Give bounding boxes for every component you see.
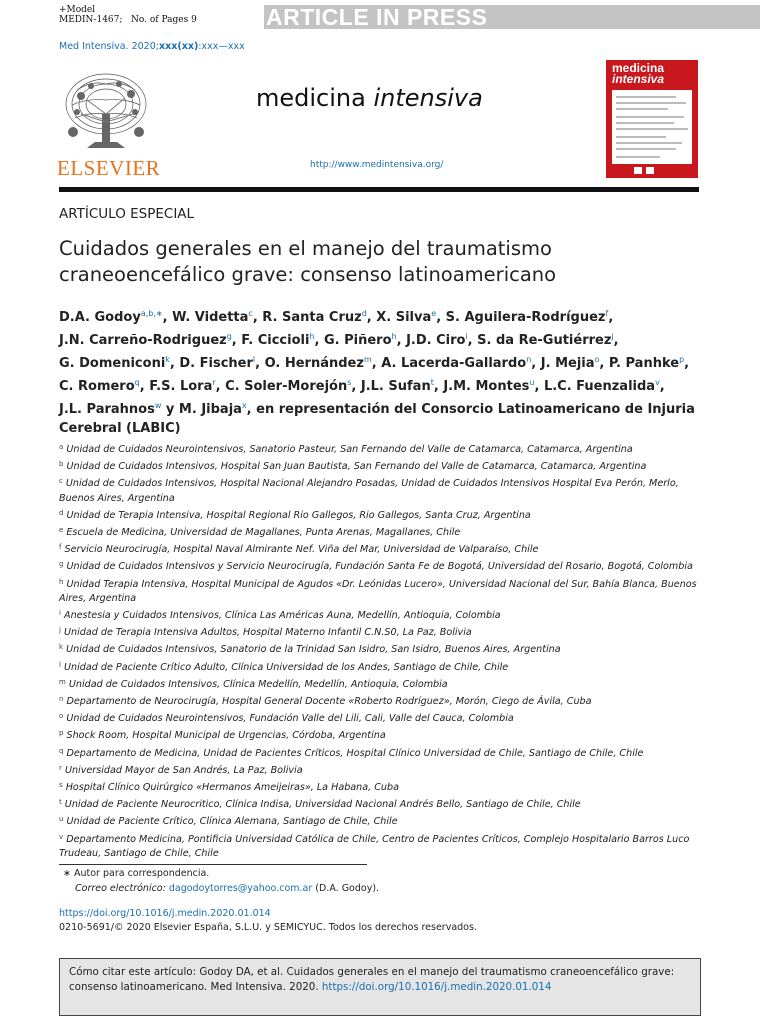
affiliation-key: v	[59, 832, 64, 841]
cover-logo-mark	[634, 167, 642, 174]
author-name: G. Domeniconi$^k$	[59, 355, 170, 371]
author-name: F.S. Lora$^r$	[149, 378, 216, 394]
affiliation-marker[interactable]: j	[611, 332, 614, 341]
affiliation-key: f	[59, 543, 62, 552]
affiliation-text: Unidad de Cuidados Intensivos, Sanatorio de la Trinidad San Isidro, San Isidro, Buenos Aires, Argentina	[63, 644, 561, 656]
affiliation-marker[interactable]: n	[526, 355, 532, 364]
footnote-label: Autor para correspondencia.	[74, 868, 210, 879]
author-list: D.A. Godoy$^{a,b,∗}$, W. Videtta$^c$, R. Santa Cruz$^d$, X. Silva$^e$, S. Aguilera-Rodríguez$^f$, J.N. Carreño-Rodriguez$^g$, F. Ciccioli$^h$, G. Piñero$^h$, J.D. Ciro$^i$, S. da Re-Gutiérrez$^j$, G. Domeniconi$^k$, D. Fischer$^l$, O. Hernández$^m$, A. Lacerda-Gallardo$^n$, J. Mejia$^o$, P. Panhke$^p$, C. Romero$^q$, F.S. Lora$^r$, C. Soler-Morejón$^s$, J.L. Sufan$^t$, J.M. Montes$^u$, L.C. Fuenzalida$^v$, J.L. Parahnos$^w$ y M. Jibaja$^x$, en representación del Consorcio Latinoamericano de Injuria Cerebral (LABIC)	[59, 309, 695, 436]
affiliation-text: Unidad de Cuidados Intensivos y Servicio Neurocirugía, Fundación Santa Fe de Bogotá, Universidad del Rosario, Bogotá, Colombia	[63, 561, 693, 573]
affiliation-marker[interactable]: w	[154, 401, 162, 410]
affiliation-item	[59, 709, 709, 726]
affiliation-key: b	[59, 460, 64, 469]
affiliation-item	[59, 778, 709, 795]
author-name: D.A. Godoy$^{a,b,∗}$	[59, 309, 163, 325]
author-name: J.L. Sufan$^t$	[360, 378, 434, 394]
affiliation-key: n	[59, 695, 64, 704]
affiliation-text: Anestesia y Cuidados Intensivos, Clínica Las Américas Auna, Medellín, Antioquia, Colombia	[60, 610, 501, 622]
manuscript-info	[59, 5, 197, 25]
how-to-cite-box	[59, 958, 701, 1016]
affiliation-marker[interactable]: p	[679, 355, 685, 364]
affiliation-marker[interactable]: u	[529, 378, 535, 387]
affiliation-list	[59, 440, 709, 861]
masthead-rule	[59, 187, 699, 192]
affiliation-text: Departamento de Neurocirugía, Hospital General Docente «Roberto Rodríguez», Morón, Ciego de Ávila, Cuba	[63, 696, 592, 708]
author-name: J.M. Montes$^u$	[443, 378, 535, 394]
affiliation-item	[59, 440, 709, 457]
email-suffix: (D.A. Godoy).	[312, 882, 380, 894]
journal-url-link[interactable]: http://www.medintensiva.org/	[310, 160, 444, 170]
affiliation-item	[59, 606, 709, 623]
author-name: F. Ciccioli$^h$	[241, 332, 315, 348]
footnote-marker: ∗	[63, 868, 71, 879]
running-header	[59, 5, 700, 31]
affiliation-marker[interactable]: f	[605, 309, 609, 318]
affiliation-key: k	[59, 643, 64, 652]
affiliation-text: Unidad de Paciente Crítico Adulto, Clínica Universidad de los Andes, Santiago de Chile, Chile	[60, 661, 509, 673]
affiliation-text: Unidad de Terapia Intensiva Adultos, Hospital Materno Infantil C.N.S0, La Paz, Bolivia	[60, 627, 472, 639]
affiliation-item	[59, 658, 709, 675]
journal-title	[256, 84, 483, 112]
author-name: J.D. Ciro$^i$	[406, 332, 468, 348]
affiliation-marker[interactable]: l	[252, 355, 256, 364]
correspondence-footnote	[59, 867, 379, 896]
affiliation-key: e	[59, 526, 64, 535]
affiliation-text: Unidad de Terapia Intensiva, Hospital Regional Rio Gallegos, Rio Gallegos, Santa Cruz, Argentina	[63, 509, 531, 521]
author-name: M. Jibaja$^x$	[178, 401, 247, 417]
affiliation-text: Universidad Mayor de San Andrés, La Paz, Bolivia	[61, 764, 303, 776]
affiliation-marker[interactable]: v	[655, 378, 660, 387]
affiliation-key: t	[59, 798, 62, 807]
affiliation-text: Unidad de Cuidados Intensivos, Hospital Nacional Alejandro Posadas, Unidad de Cuidados Intensivos Hospital Eva Perón, Merlo, Buenos Aires, Argentina	[59, 478, 679, 504]
affiliation-item	[59, 640, 709, 657]
affiliation-key: d	[59, 508, 64, 517]
citation-prefix: Med Intensiva. 2020;	[59, 41, 159, 52]
journal-title-regular: medicina	[256, 84, 374, 112]
cover-title-line1: medicina	[612, 61, 665, 75]
affiliation-item	[59, 744, 709, 761]
affiliation-item	[59, 726, 709, 743]
model-label: +Model	[59, 5, 96, 15]
affiliation-item	[59, 523, 709, 540]
author-email-link[interactable]: dagodoytorres@yahoo.com.ar	[168, 882, 313, 894]
affiliation-text: Unidad de Paciente Crítico, Clínica Alemana, Santiago de Chile, Chile	[63, 816, 398, 828]
affiliation-text: Escuela de Medicina, Universidad de Magallanes, Punta Arenas, Magallanes, Chile	[63, 527, 461, 539]
author-name: J.L. Parahnos$^w$	[59, 401, 162, 417]
affiliation-key: q	[59, 746, 64, 755]
affiliation-item	[59, 675, 709, 692]
affiliation-marker[interactable]: d	[361, 309, 367, 318]
affiliation-key: i	[59, 609, 61, 618]
cover-contents-page	[612, 90, 692, 164]
author-name: C. Romero$^q$	[59, 378, 140, 394]
author-name: S. da Re-Gutiérrez$^j$	[477, 332, 614, 348]
affiliation-key: o	[59, 712, 64, 721]
article-section-label: ARTÍCULO ESPECIAL	[59, 206, 195, 222]
affiliation-key: h	[59, 577, 64, 586]
affiliation-item	[59, 540, 709, 557]
journal-title-italic: intensiva	[373, 84, 483, 112]
affiliation-text: Departamento de Medicina, Unidad de Pacientes Críticos, Hospital Clínico Universidad de Chile, Santiago de Chile, Chile	[63, 747, 644, 759]
affiliation-key: l	[59, 660, 61, 669]
affiliation-item	[59, 761, 709, 778]
author-name: D. Fischer$^l$	[179, 355, 256, 371]
footnote-rule	[59, 864, 367, 865]
affiliation-marker[interactable]: s	[347, 378, 352, 387]
affiliation-text: Unidad Terapia Intensiva, Hospital Municipal de Agudos «Dr. Leónidas Lucero», Universidad Nacional del Sur, Bahía Blanca, Buenos Aires, Argentina	[59, 578, 697, 604]
affiliation-text: Unidad de Cuidados Intensivos, Hospital San Juan Bautista, San Fernando del Valle de Catamarca, Catamarca, Argentina	[63, 461, 647, 473]
affiliation-marker[interactable]: a,b,∗	[140, 309, 163, 318]
affiliation-marker[interactable]: c	[248, 309, 253, 318]
authors-connector: y	[161, 402, 179, 417]
journal-cover-thumbnail	[606, 60, 698, 178]
affiliation-text: Unidad de Paciente Neurocritico, Clínica Indisa, Universidad Nacional Andrés Bello, Santiago de Chile, Chile	[61, 799, 581, 811]
affiliation-item	[59, 474, 709, 505]
affiliation-text: Unidad de Cuidados Neurointensivos, Fundación Valle del Lili, Cali, Valle del Cauca, Colombia	[63, 713, 514, 725]
page-count: No. of Pages 9	[131, 15, 197, 25]
affiliation-key: m	[59, 677, 66, 686]
affiliation-key: a	[59, 443, 64, 451]
cover-logo-mark	[646, 167, 654, 174]
affiliation-marker[interactable]: h	[309, 332, 315, 341]
affiliation-key: j	[59, 626, 61, 635]
author-name: G. Piñero$^h$	[323, 332, 397, 348]
affiliation-item	[59, 457, 709, 474]
consortium-statement: , en representación del Consorcio Latinoamericano de Injuria Cerebral (LABIC)	[59, 402, 695, 436]
cite-doi-link[interactable]: https://doi.org/10.1016/j.medin.2020.01.014	[321, 981, 552, 993]
elsevier-wordmark: ELSEVIER	[57, 156, 161, 180]
email-label: Correo electrónico:	[75, 882, 166, 894]
author-name: X. Silva$^e$	[376, 309, 437, 325]
affiliation-item	[59, 795, 709, 812]
affiliation-text: Shock Room, Hospital Municipal de Urgencias, Córdoba, Argentina	[63, 730, 386, 742]
author-name: C. Soler-Morejón$^s$	[225, 378, 352, 394]
article-title: Cuidados generales en el manejo del traumatismo craneoencefálico grave: consenso latinoamericano	[59, 237, 557, 286]
doi-link[interactable]: https://doi.org/10.1016/j.medin.2020.01.014	[59, 908, 271, 919]
affiliation-item	[59, 692, 709, 709]
affiliation-key: u	[59, 815, 64, 824]
author-name: J.N. Carreño-Rodriguez$^g$	[59, 332, 232, 348]
author-name: W. Videtta$^c$	[172, 309, 253, 325]
cite-text: Cómo citar este artículo: Godoy DA, et al. Cuidados generales en el manejo del traumatismo craneoencefálico grave: consenso latinoamericano. Med Intensiva. 2020.	[69, 966, 675, 993]
affiliation-text: Hospital Clínico Quirúrgico «Hermanos Ameijeiras», La Habana, Cuba	[62, 782, 399, 794]
affiliation-marker[interactable]: e	[431, 309, 437, 318]
affiliation-marker[interactable]: r	[212, 378, 216, 387]
manuscript-id: MEDIN-1467;	[59, 15, 123, 25]
affiliation-item	[59, 506, 709, 523]
affiliation-key: g	[59, 560, 64, 569]
affiliation-text: Unidad de Cuidados Intensivos, Clínica Medellín, Medellín, Antioquia, Colombia	[65, 678, 448, 690]
affiliation-key: p	[59, 729, 64, 738]
affiliation-marker[interactable]: h	[391, 332, 397, 341]
affiliation-key: r	[59, 763, 62, 772]
affiliation-text: Unidad de Cuidados Neurointensivos, Sanatorio Pasteur, San Fernando del Valle de Catamarca, Catamarca, Argentina	[63, 444, 633, 455]
journal-citation	[59, 41, 245, 52]
affiliation-marker[interactable]: k	[165, 355, 170, 364]
author-name: R. Santa Cruz$^d$	[262, 309, 367, 325]
author-name: A. Lacerda-Gallardo$^n$	[381, 355, 532, 371]
affiliation-item	[59, 575, 709, 606]
affiliation-text: Departamento Medicina, Pontificia Universidad Católica de Chile, Centro de Pacientes Críticos, Complejo Hospitalario Barros Luco Trudeau, Santiago de Chile, Chile	[59, 833, 690, 859]
author-name: O. Hernández$^m$	[264, 355, 372, 371]
affiliation-marker[interactable]: o	[594, 355, 600, 364]
citation-pages: :xxx—xxx	[198, 41, 245, 52]
affiliation-key: s	[59, 781, 63, 790]
affiliation-marker[interactable]: x	[241, 401, 247, 410]
affiliation-item	[59, 623, 709, 640]
author-name: J. Mejia$^o$	[540, 355, 600, 371]
cover-title-line2: intensiva	[612, 72, 665, 86]
author-name: P. Panhke$^p$	[608, 355, 685, 371]
article-in-press-banner: ARTICLE IN PRESS	[264, 5, 760, 29]
affiliation-text: Servicio Neurocirugía, Hospital Naval Almirante Nef. Viña del Mar, Universidad de Valparaíso, Chile	[61, 544, 539, 556]
affiliation-marker[interactable]: g	[226, 332, 232, 341]
copyright-line: 0210-5691/© 2020 Elsevier España, S.L.U. y SEMICYUC. Todos los derechos reservados.	[59, 922, 477, 933]
affiliation-key: c	[59, 477, 63, 486]
affiliation-item	[59, 830, 709, 861]
affiliation-item	[59, 557, 709, 574]
affiliation-marker[interactable]: q	[134, 378, 140, 387]
affiliation-item	[59, 812, 709, 829]
affiliation-marker[interactable]: m	[363, 355, 372, 364]
citation-volume: xxx(xx)	[158, 41, 199, 52]
affiliation-marker[interactable]: i	[465, 332, 468, 341]
affiliation-marker[interactable]: t	[430, 378, 434, 387]
author-name: S. Aguilera-Rodríguez$^f$	[445, 309, 609, 325]
author-name: L.C. Fuenzalida$^v$	[543, 378, 660, 394]
